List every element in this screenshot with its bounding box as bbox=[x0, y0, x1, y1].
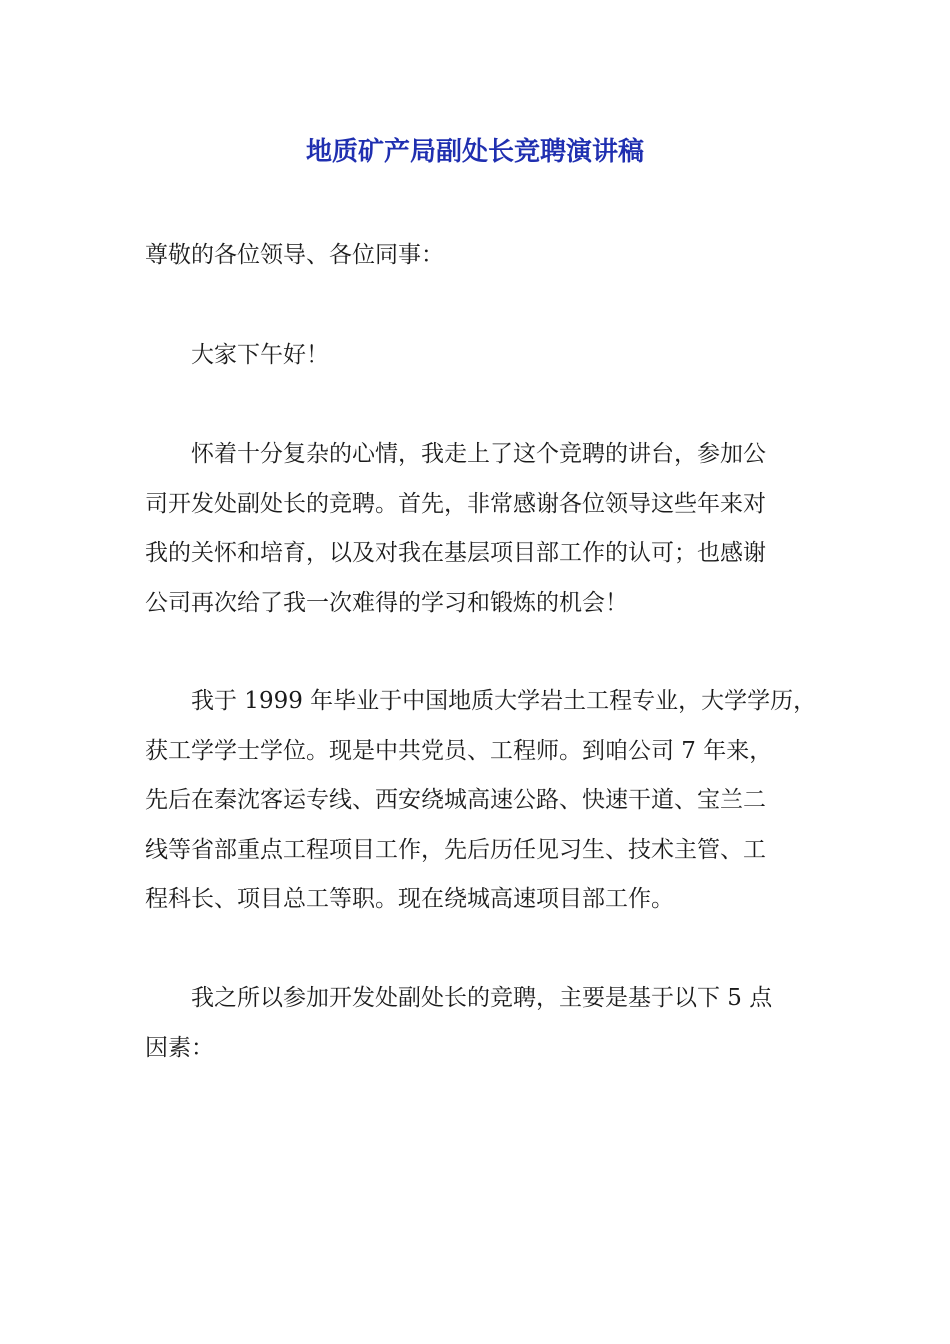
document-title: 地质矿产局副处长竞聘演讲稿 bbox=[305, 137, 644, 167]
paragraph-line: 线等省部重点工程项目工作，先后历任见习生、技术主管、工 bbox=[145, 836, 766, 863]
paragraph-line: 先后在秦沈客运专线、西安绕城高速公路、快速干道、宝兰二 bbox=[145, 787, 766, 813]
paragraph-3 bbox=[145, 974, 810, 1073]
paragraph-line: 公司再次给了我一次难得的学习和锻炼的机会！ bbox=[145, 589, 628, 616]
salutation: 尊敬的各位领导、各位同事： bbox=[145, 242, 444, 268]
greeting: 大家下午好！ bbox=[191, 342, 329, 368]
paragraph-2 bbox=[145, 677, 817, 925]
paragraph-line: 因素： bbox=[145, 1034, 214, 1061]
paragraph-line: 程科长、项目总工等职。现在绕城高速项目部工作。 bbox=[145, 886, 674, 912]
paragraph-line: 我于 1999 年毕业于中国地质大学岩土工程专业，大学学历， bbox=[191, 688, 817, 714]
paragraph-line: 司开发处副处长的竞聘。首先，非常感谢各位领导这些年来对 bbox=[145, 490, 766, 517]
paragraph-line: 怀着十分复杂的心情，我走上了这个竞聘的讲台，参加公 bbox=[191, 441, 766, 467]
paragraph-line: 获工学学士学位。现是中共党员、工程师。到咱公司 7 年来， bbox=[145, 737, 773, 764]
paragraph-line: 我的关怀和培育，以及对我在基层项目部工作的认可；也感谢 bbox=[145, 540, 766, 566]
paragraph-1 bbox=[145, 430, 810, 628]
paragraph-line: 我之所以参加开发处副处长的竞聘，主要是基于以下 5 点 bbox=[191, 985, 773, 1011]
